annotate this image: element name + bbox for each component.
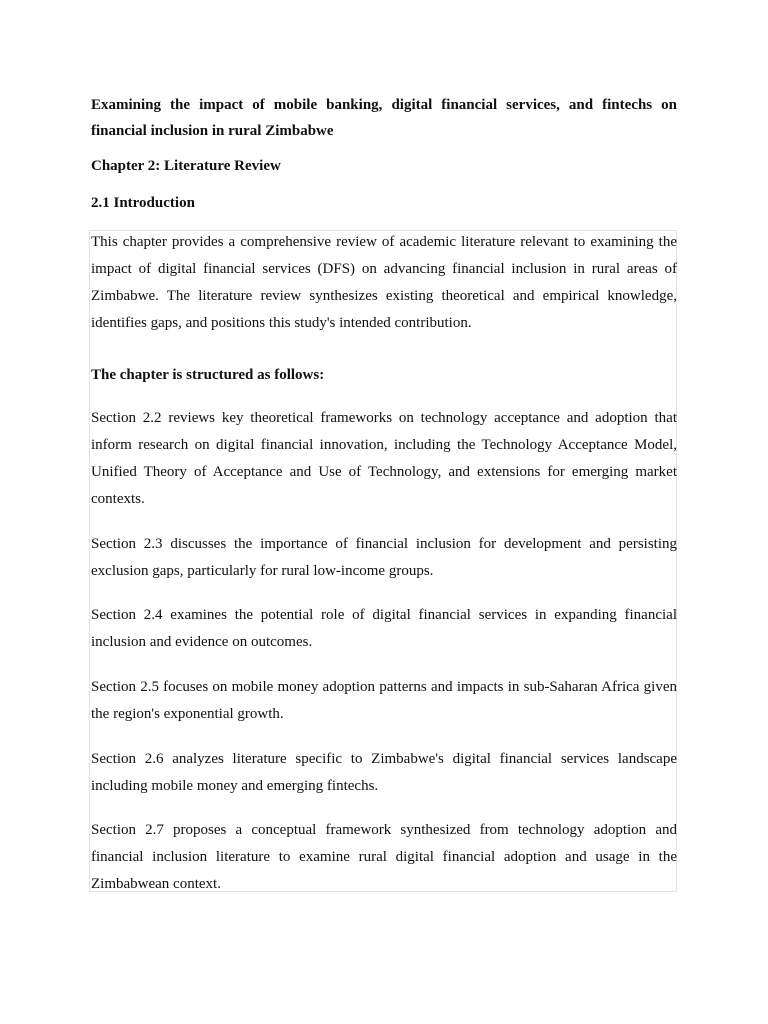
section-heading: 2.1 Introduction: [91, 195, 195, 211]
section-paragraph-2-2: Section 2.2 reviews key theoretical frameworks on technology acceptance and adoption that inform research on digital financial innovation, including the Technology Acceptance Model, Unified Theory of Acceptance and Use of Technology, and extensions for emerging market contexts.: [91, 410, 677, 507]
intro-paragraph: This chapter provides a comprehensive review of academic literature relevant to examining the impact of digital financial services (DFS) on advancing financial inclusion in rural areas of Zimbabwe. The literature review synthesizes existing theoretical and empirical knowledge, identifies gaps, and positions this study's intended contribution.: [91, 234, 677, 331]
section-paragraph-2-4: Section 2.4 examines the potential role of digital financial services in expanding financial inclusion and evidence on outcomes.: [91, 607, 677, 650]
section-paragraph-2-5: Section 2.5 focuses on mobile money adoption patterns and impacts in sub-Saharan Africa given the region's exponential growth.: [91, 679, 677, 722]
structure-heading: The chapter is structured as follows:: [91, 367, 325, 383]
document-title: Examining the impact of mobile banking, digital financial services, and fintechs on financial inclusion in rural Zimbabwe: [91, 97, 677, 139]
chapter-heading: Chapter 2: Literature Review: [91, 158, 281, 174]
section-paragraph-2-6: Section 2.6 analyzes literature specific to Zimbabwe's digital financial services landscape including mobile money and emerging fintechs.: [91, 751, 677, 794]
section-paragraph-2-7: Section 2.7 proposes a conceptual framework synthesized from technology adoption and financial inclusion literature to examine rural digital financial adoption and usage in the Zimbabwean context.: [91, 822, 677, 892]
section-paragraph-2-3: Section 2.3 discusses the importance of financial inclusion for development and persisting exclusion gaps, particularly for rural low-income groups.: [91, 536, 677, 579]
